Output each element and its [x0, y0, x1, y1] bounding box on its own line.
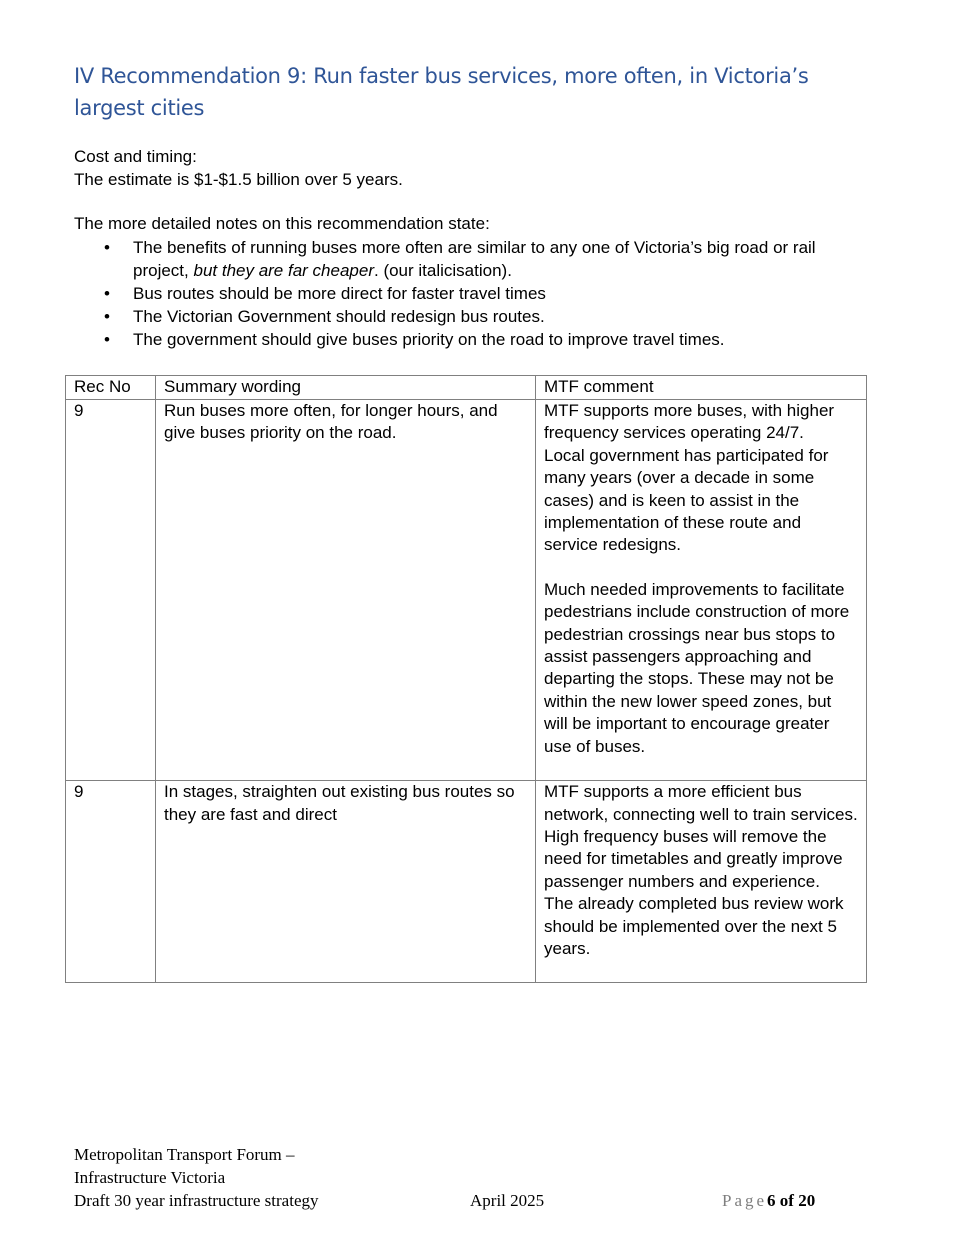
cell-summary: In stages, straighten out existing bus routes so they are fast and direct — [156, 781, 536, 983]
cell-summary: Run buses more often, for longer hours, and give buses priority on the road. — [156, 400, 536, 781]
footer-document-info: Metropolitan Transport Forum – Infrastructure Victoria Draft 30 year infrastructure strategy — [74, 1145, 319, 1210]
bullet-item: • The Victorian Government should redesign bus routes. — [104, 307, 545, 326]
italic-emphasis: but they are far cheaper — [193, 261, 374, 280]
page-current: 6 — [767, 1191, 776, 1210]
header-mtf-comment: MTF comment — [536, 376, 867, 400]
cell-rec-no: 9 — [66, 781, 156, 983]
cell-mtf-comment: MTF supports more buses, with higher frequency services operating 24/7. Local government has participated for many years (over a decade in some cases) and is keen to assist in the implementation of these route and service redesigns. Much needed improvements to facilitate pedestrians include construction of more pedestrian crossings near bus stops to assist passengers approaching and departing the stops. These may not be within the new lower speed zones, but will be important to encourage greater use of buses. — [536, 400, 867, 781]
cell-mtf-comment: MTF supports a more efficient bus network, connecting well to train services. High frequency buses will remove the need for timetables and greatly improve passenger numbers and experience. The already completed bus review work should be implemented over the next 5 years. — [536, 781, 867, 983]
bullet-item: • The government should give buses priority on the road to improve travel times. — [104, 330, 725, 349]
footer-date: April 2025 — [470, 1191, 545, 1210]
table-header-row — [66, 376, 867, 400]
cost-estimate: The estimate is $1-$1.5 billion over 5 years. — [74, 169, 403, 189]
header-summary: Summary wording — [156, 376, 536, 400]
cell-rec-no: 9 — [66, 400, 156, 781]
footer-page-number — [722, 1189, 815, 1212]
page-total: of 20 — [779, 1191, 816, 1210]
header-rec-no: Rec No — [66, 376, 156, 400]
cost-label: Cost and timing: — [74, 147, 197, 166]
notes-bullet-list — [74, 236, 854, 351]
page-heading — [74, 60, 854, 124]
page-label: Page — [722, 1191, 768, 1210]
bullet-icon: • — [104, 284, 110, 303]
table-row — [66, 400, 867, 781]
bullet-item: • The benefits of running buses more often are similar to any one of Victoria’s big road or rail project, but they are far cheaper. (our italicisation). — [104, 238, 816, 280]
bullet-icon: • — [104, 307, 110, 326]
recommendation-table — [65, 375, 867, 983]
cost-timing-section — [74, 146, 403, 191]
bullet-icon: • — [104, 238, 110, 257]
bullet-item: • Bus routes should be more direct for faster travel times — [104, 284, 546, 303]
table-row — [66, 781, 867, 983]
notes-intro: The more detailed notes on this recommendation state: — [74, 214, 490, 233]
bullet-icon: • — [104, 330, 110, 349]
heading-line-2: largest cities — [74, 96, 205, 120]
heading-line-1: IV Recommendation 9: Run faster bus services, more often, in Victoria’s — [74, 64, 809, 88]
